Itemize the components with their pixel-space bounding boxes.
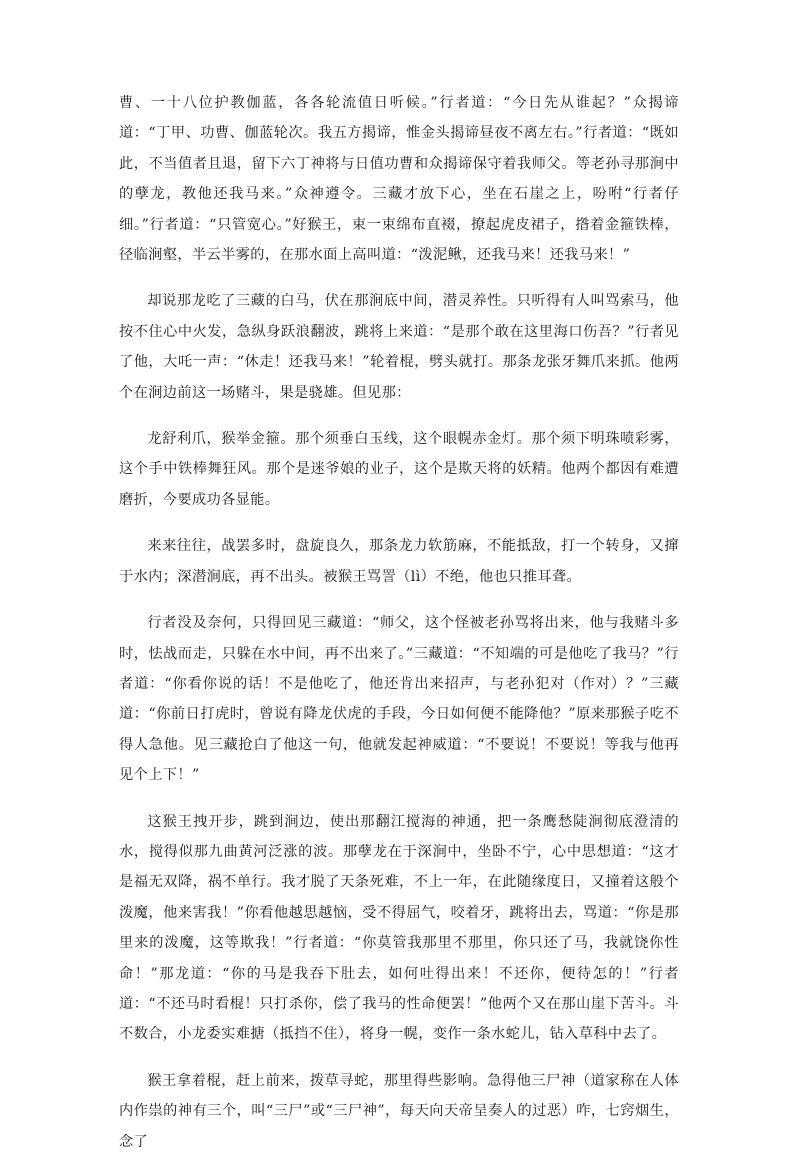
paragraph-7: 猴王拿着棍，赶上前来，拨草寻蛇，那里得些影响。急得他三尸神（道家称在人体内作祟的神有三个，叫“三尸”或“三尸神”，每天向天帝呈奏人的过恶）咋，七窍烟生，念了 xyxy=(119,1072,679,1150)
document-page xyxy=(119,88,679,1157)
verse-paragraph: 龙舒利爪，猴举金箍。那个须垂白玉线，这个眼幌赤金灯。那个须下明珠喷彩雾，这个手中铁棒舞狂风。那个是迷爷娘的业子，这个是欺天将的妖精。他两个都因有难遭磨折，今要成功各显能。 xyxy=(119,431,679,508)
paragraph-5: 行者没及奈何，只得回见三藏道：“师父，这个怪被老孙骂将出来，他与我赌斗多时，怯战而走，只躲在水中间，再不出来了。”三藏道：“不知端的可是他吃了我马？”行者道：“你看你说的话！不是他吃了，他还肯出来招声，与老孙犯对（作对）？”三藏道：“你前日打虎时，曾说有降龙伏虎的手段，今日如何便不能降他？”原来那猴子吃不得人急他。见三藏抢白了他这一句，他就发起神威道：“不要说！不要说！等我与他再见个上下！” xyxy=(119,615,679,784)
paragraph-6: 这猴王拽开步，跳到涧边，使出那翻江搅海的神通，把一条鹰愁陡涧彻底澄清的水，搅得似那九曲黄河泛涨的波。那孽龙在于深涧中，坐卧不宁，心中思想道：“这才是福无双降，祸不单行。我才脱了天条死难，不上一年，在此随缘度日，又撞着这般个泼魔，他来害我！”你看他越思越恼，受不得屈气，咬着牙，跳将出去，骂道：“你是那里来的泼魔，这等欺我！”行者道：“你莫管我那里不那里，你只还了马，我就饶你性命！”那龙道：“你的马是我吞下肚去，如何吐得出来！不还你，便待怎的！”行者道：“不还马时看棍！只打杀你，偿了我马的性命便罢！”他两个又在那山崖下苦斗。斗不数合，小龙委实难搪（抵挡不住），将身一幌，变作一条水蛇儿，钻入草科中去了。 xyxy=(119,813,679,1043)
paragraph-2: 却说那龙吃了三藏的白马，伏在那涧底中间，潜灵养性。只听得有人叫骂索马，他按不住心中火发，急纵身跃浪翻波，跳将上来道：“是那个敢在这里海口伤吾？”行者见了他，大吒一声：“休走！还我马来！”轮着棍，劈头就打。那条龙张牙舞爪来抓。他两个在涧边前这一场赌斗，果是骁雄。但见那： xyxy=(119,293,679,401)
paragraph-1: 曹、一十八位护教伽蓝，各各轮流值日听候。”行者道：“今日先从谁起？”众揭谛道：“丁甲、功曹、伽蓝轮次。我五方揭谛，惟金头揭谛昼夜不离左右。”行者道：“既如此，不当值者且退，留下六丁神将与日值功曹和众揭谛保守着我师父。等老孙寻那涧中的孽龙，教他还我马来。”众神遵令。三藏才放下心，坐在石崖之上，吩咐“行者仔细。”行者道：“只管宽心。”好猴王，束一束绵布直裰，撩起虎皮裙子，揝着金箍铁棒，径临涧壑，半云半雾的，在那水面上高叫道：“泼泥鳅，还我马来！还我马来！” xyxy=(119,95,679,264)
paragraph-4: 来来往往，战罢多时，盘旋良久，那条龙力软筋麻，不能抵敌，打一个转身，又撺于水内；深潜涧底，再不出头。被猴王骂詈（lì）不绝，他也只推耳聋。 xyxy=(119,538,679,585)
